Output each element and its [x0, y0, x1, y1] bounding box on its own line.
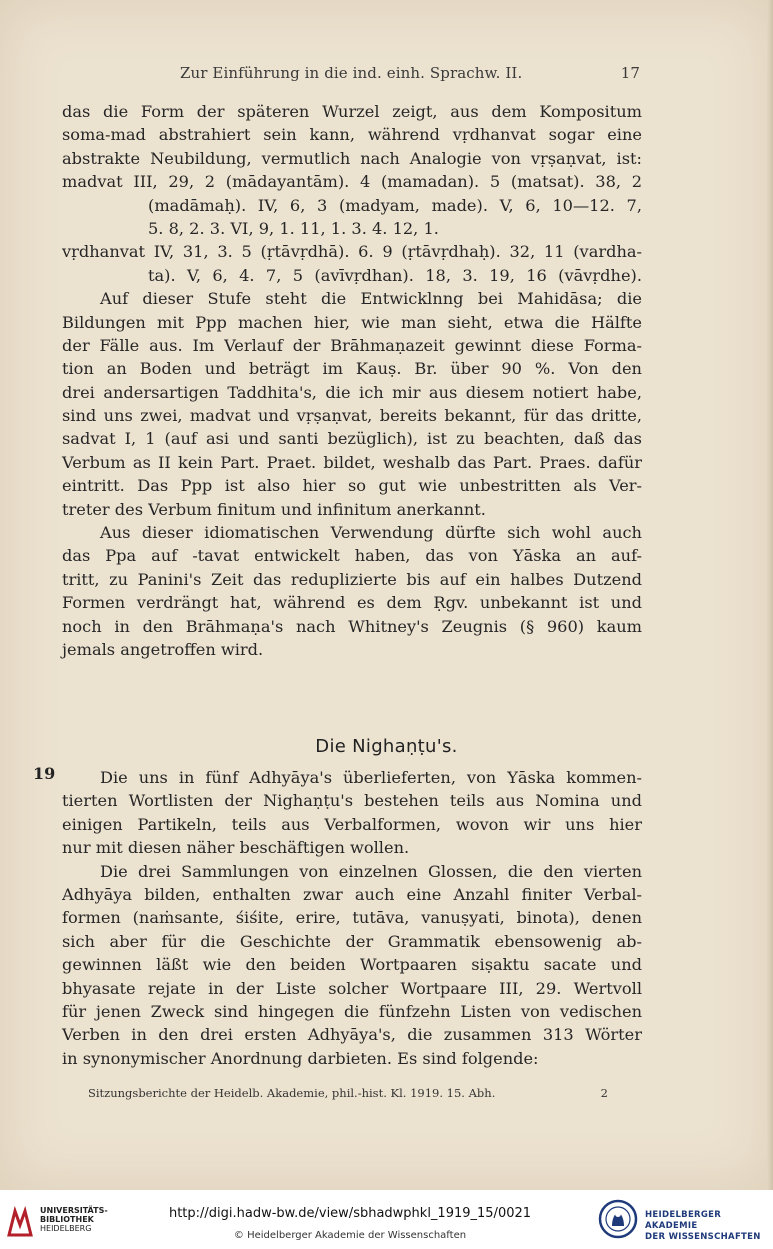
- text-line: formen (naṁsante, śiśite, erire, tutāva, vanuṣyati, binota), denen: [62, 908, 642, 928]
- text-line: Die uns in fünf Adhyāya's überlieferten, von Yāska kommen-: [100, 768, 642, 787]
- university-library-name: [40, 1206, 108, 1233]
- text-line: (madāmaḥ). IV, 6, 3 (madyam, made). V, 6, 10—12. 7,: [148, 195, 642, 215]
- text-line: Bildungen mit Ppp machen hier, wie man sieht, etwa die Hälfte: [62, 312, 642, 332]
- footer-series: Sitzungsberichte der Heidelb. Akademie, phil.-hist. Kl. 1919. 15. Abh.: [88, 1086, 496, 1100]
- running-head: [180, 64, 640, 86]
- page-footer: [88, 1086, 608, 1100]
- text-line: ta). V, 6, 4. 7, 5 (avīvṛdhan). 18, 3. 19, 16 (vāvṛdhe).: [148, 265, 642, 285]
- text-line: Die drei Sammlungen von einzelnen Glossen, die den vierten: [100, 861, 642, 881]
- section-heading: Die Nighaṇṭu's.: [315, 736, 458, 757]
- text-line: drei andersartigen Taddhita's, die ich mir aus diesem notiert habe,: [62, 382, 642, 402]
- text-line: vṛdhanvat IV, 31, 3. 5 (ṛtāvṛdhā). 6. 9 (ṛtāvṛdhaḥ). 32, 11 (vardha-: [62, 242, 642, 262]
- text-line: tritt, zu Panini's Zeit das reduplizierte bis auf ein halbes Dutzend: [62, 569, 642, 589]
- running-title: Zur Einführung in die ind. einh. Sprachw. II.: [180, 64, 523, 82]
- text-line: abstrakte Neubildung, vermutlich nach Analogie von vṛṣaṇvat, ist:: [62, 148, 642, 168]
- text-line: das Ppa auf -tavat entwickelt haben, das von Yāska an auf-: [62, 546, 642, 566]
- page-edge: [767, 0, 773, 1190]
- page-number: 17: [620, 64, 640, 82]
- text-line: eintritt. Das Ppp ist also hier so gut wie unbestritten als Ver-: [62, 476, 642, 496]
- text-line: tion an Boden und beträgt im Kauṣ. Br. über 90 %. Von den: [62, 359, 642, 379]
- text-line: tierten Wortlisten der Nighaṇṭu's bestehen teils aus Nomina und: [62, 791, 642, 811]
- text-line: treter des Verbum finitum und infinitum anerkannt.: [62, 499, 486, 519]
- text-line: bhyasate rejate in der Liste solcher Wortpaare III, 29. Wertvoll: [62, 978, 642, 998]
- text-line: Adhyāya bilden, enthalten zwar auch eine Anzahl finiter Verbal-: [62, 884, 642, 904]
- copyright-notice: © Heidelberger Akademie der Wissenschaften: [233, 1230, 467, 1241]
- text-line: einigen Partikeln, teils aus Verbalformen, wovon wir uns hier: [62, 814, 642, 834]
- academy-seal-icon[interactable]: [598, 1199, 638, 1239]
- text-line: madvat III, 29, 2 (mādayantām). 4 (mamadan). 5 (matsat). 38, 2: [62, 172, 642, 192]
- permalink-url[interactable]: http://digi.hadw-bw.de/view/sbhadwphkl_1919_15/0021: [168, 1206, 532, 1221]
- text-line: Verbum as II kein Part. Praet. bildet, weshalb das Part. Praes. dafür: [62, 452, 642, 472]
- body-text-upper: [62, 100, 642, 661]
- text-line: der Fälle aus. Im Verlauf der Brāhmaṇazeit gewinnt diese Forma-: [62, 335, 642, 355]
- academy-name-line: HEIDELBERGER AKADEMIE: [645, 1210, 722, 1231]
- text-line: 5. 8, 2. 3. VI, 9, 1. 11, 1. 3. 4. 12, 1.: [148, 218, 439, 238]
- text-line: nur mit diesen näher beschäftigen wollen.: [62, 838, 410, 858]
- text-line: soma-mad abstrahiert sein kann, während vṛdhanvat sogar eine: [62, 125, 642, 145]
- text-line: das die Form der späteren Wurzel zeigt, aus dem Kompositum: [62, 102, 642, 121]
- text-line: sind uns zwei, madvat und vṛṣaṇvat, bereits bekannt, für das dritte,: [62, 406, 642, 426]
- text-line: gewinnen läßt wie den beiden Wortpaaren siṣaktu sacate und: [62, 955, 642, 975]
- ub-city: HEIDELBERG: [40, 1224, 92, 1233]
- academy-name: [645, 1210, 773, 1243]
- text-line: in synonymischer Anordnung darbieten. Es sind folgende:: [62, 1048, 539, 1068]
- text-line: Auf dieser Stufe steht die Entwicklnng bei Mahidāsa; die: [100, 289, 642, 309]
- body-text-lower: [62, 766, 642, 1070]
- text-line: für jenen Zweck sind hingegen die fünfzehn Listen von vedischen: [62, 1001, 642, 1021]
- section-number: 19: [33, 764, 56, 783]
- ub-name-line: BIBLIOTHEK: [40, 1215, 94, 1224]
- text-line: sadvat I, 1 (auf asi und santi bezüglich), ist zu beachten, daß das: [62, 429, 642, 449]
- text-line: sich aber für die Geschichte der Grammatik ebensowenig ab-: [62, 931, 642, 951]
- text-line: Formen verdrängt hat, während es dem Ṛgv. unbekannt ist und: [62, 593, 642, 613]
- ub-name-line: UNIVERSITÄTS-: [40, 1206, 108, 1215]
- text-line: jemals angetroffen wird.: [62, 639, 264, 659]
- text-line: noch in den Brāhmaṇa's nach Whitney's Zeugnis (§ 960) kaum: [62, 616, 642, 636]
- text-line: Aus dieser idiomatischen Verwendung dürfte sich wohl auch: [100, 523, 642, 543]
- university-library-logo-icon[interactable]: [6, 1205, 34, 1239]
- text-line: Verben in den drei ersten Adhyāya's, die zusammen 313 Wörter: [62, 1025, 642, 1045]
- footer-signature: 2: [600, 1086, 608, 1100]
- academy-name-line: DER WISSENSCHAFTEN: [645, 1232, 761, 1242]
